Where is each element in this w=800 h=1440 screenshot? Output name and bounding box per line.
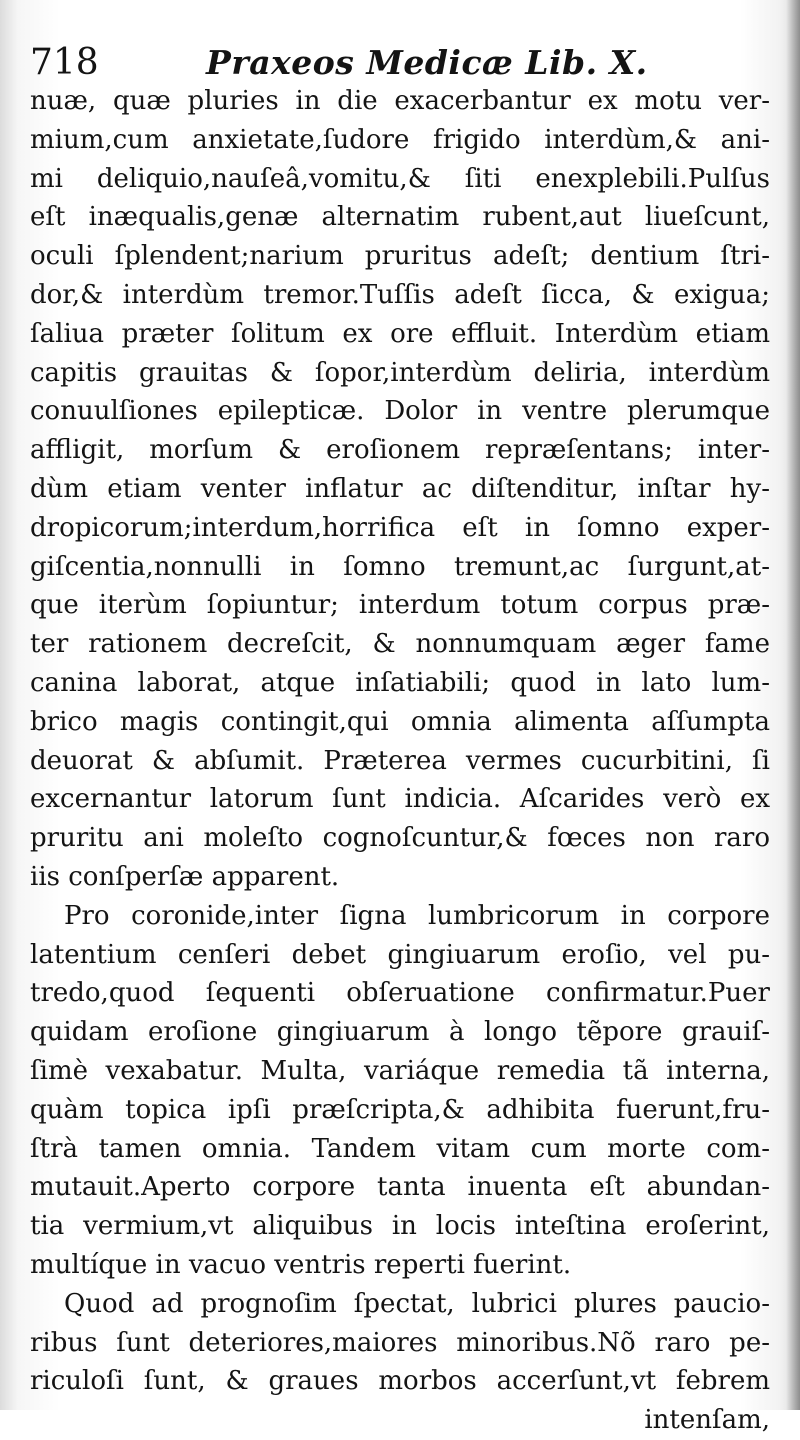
page-edge-shadow: [786, 0, 800, 1410]
text-line: ſtrà tamen omnia. Tandem vitam cum morte com-: [30, 1133, 770, 1164]
text-line: riculoſi ſunt, & graues morbos accerſunt,vt febrem: [30, 1366, 770, 1397]
text-line: eſt inæqualis,genæ alternatim rubent,aut liueſcunt,: [30, 202, 770, 233]
text-line: pruritu ani moleſto cognoſcuntur,& fœces non raro: [30, 823, 770, 854]
text-line: mium,cum anxietate,ſudore frigido interdùm,& ani-: [30, 124, 770, 155]
body-text: [30, 82, 770, 1440]
text-line: excernantur latorum ſunt indicia. Aſcarides verò ex: [30, 784, 770, 815]
text-line: tredo,quod ſequenti obſeruatione confirmatur.Puer: [30, 978, 770, 1009]
text-line: tia vermium,vt aliquibus in locis inteſtina eroſerint,: [30, 1211, 770, 1242]
paragraph-end-line: multíque in vacuo ventris reperti fuerint.: [30, 1249, 572, 1280]
text-line: quidam eroſione gingiuarum à longo tẽpore grauiſ-: [30, 1017, 770, 1048]
text-line: affligit, morſum & eroſionem repræſentans; inter-: [30, 435, 770, 466]
paragraph-end-line: iis conſperſæ apparent.: [30, 861, 340, 892]
text-line: dor,& interdùm tremor.Tuſſis adeſt ſicca, & exigua;: [30, 279, 770, 310]
catchword-line: intenſam,: [644, 1405, 770, 1436]
text-line: oculi ſplendent;narium pruritus adeſt; dentium ſtri-: [30, 241, 770, 272]
text-line: quàm topica ipſi præſcripta,& adhibita fuerunt,fru-: [30, 1094, 770, 1125]
running-title: Praxeos Medicæ Lib. X.: [206, 43, 648, 82]
text-line: ſaliua præter ſolitum ex ore effluit. Interdùm etiam: [30, 318, 770, 349]
text-line: que iterùm ſopiuntur; interdum totum corpus præ-: [30, 590, 770, 621]
text-line: conuulſiones epilepticæ. Dolor in ventre plerumque: [30, 396, 770, 427]
text-line: mi deliquio,nauſeâ,vomitu,& ſiti enexplebili.Pulſus: [30, 163, 770, 194]
text-line: dropicorum;interdum,horrifica eſt in ſomno exper-: [30, 512, 770, 543]
text-line: canina laborat, atque inſatiabili; quod in lato lum-: [30, 667, 770, 698]
text-line: ſimè vexabatur. Multa, variáque remedia tã interna,: [30, 1055, 770, 1086]
paragraph-start-line: Pro coronide,inter ſigna lumbricorum in corpore: [64, 900, 770, 931]
text-line: deuorat & abſumit. Præterea vermes cucurbitini, ſi: [30, 745, 770, 776]
page-number: 718: [30, 42, 99, 83]
text-line: giſcentia,nonnulli in ſomno tremunt,ac ſurgunt,at-: [30, 551, 770, 582]
paragraph-start-line: Quod ad prognoſim ſpectat, lubrici plures paucio-: [64, 1288, 770, 1319]
text-line: latentium cenſeri debet gingiuarum eroſio, vel pu-: [30, 939, 770, 970]
text-line: ribus ſunt deteriores,maiores minoribus.Nõ raro pe-: [30, 1327, 770, 1358]
text-line: dùm etiam venter inflatur ac diſtenditur, inſtar hy-: [30, 473, 770, 504]
text-line: brico magis contingit,qui omnia alimenta aſſumpta: [30, 706, 770, 737]
text-line: capitis grauitas & ſopor,interdùm deliria, interdùm: [30, 357, 770, 388]
text-line: mutauit.Aperto corpore tanta inuenta eſt abundan-: [30, 1172, 770, 1203]
text-line: nuæ, quæ pluries in die exacerbantur ex motu ver-: [30, 86, 770, 116]
text-line: ter rationem decreſcit, & nonnumquam æger fame: [30, 629, 770, 660]
